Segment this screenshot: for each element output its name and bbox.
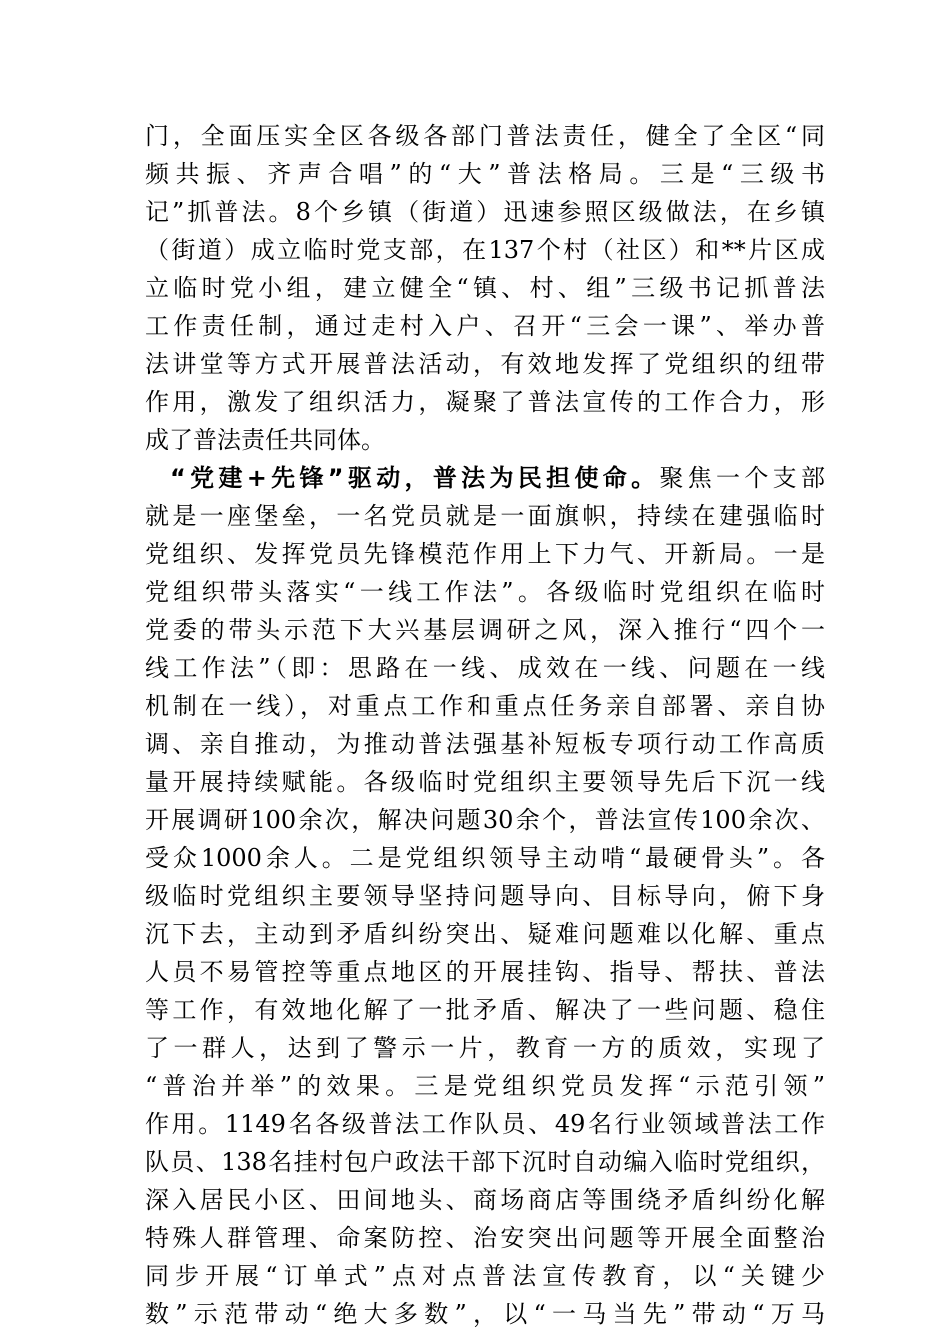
paragraph-2-line-8: 调、亲自推动，为推动普法强基补短板专项行动工作高质 (145, 730, 825, 758)
paragraph-1-line-9: 成了普法责任共同体。 (145, 426, 385, 454)
paragraph-2-line-20: 深入居民小区、田间地头、商场商店等围绕矛盾纠纷化解 (145, 1186, 825, 1214)
paragraph-2-line-15: 等工作，有效地化解了一批矛盾、解决了一些问题、稳住 (145, 996, 825, 1024)
paragraph-2-line-13: 沉下去，主动到矛盾纠纷突出、疑难问题难以化解、重点 (145, 920, 825, 948)
paragraph-1-line-5: 立临时党小组，建立健全“镇、村、组”三级书记抓普法 (145, 274, 825, 302)
paragraph-2-line-10: 开展调研100余次，解决问题30余个，普法宣传100余次、 (145, 806, 825, 834)
paragraph-2-line-3: 党组织、发挥党员先锋模范作用上下力气、开新局。一是 (145, 540, 825, 568)
paragraph-2-line-21: 特殊人群管理、命案防控、治安突出问题等开展全面整治 (145, 1224, 825, 1252)
paragraph-2-line-5: 党委的带头示范下大兴基层调研之风，深入推行“四个一 (145, 616, 825, 644)
paragraph-2-line-14: 人员不易管控等重点地区的开展挂钩、指导、帮扶、普法 (145, 958, 825, 986)
paragraph-1-line-3: 记”抓普法。8个乡镇（街道）迅速参照区级做法，在乡镇 (145, 198, 825, 226)
paragraph-1-line-2: 频共振、齐声合唱”的“大”普法格局。三是“三级书 (145, 160, 825, 188)
paragraph-2-line-17: “普治并举”的效果。三是党组织党员发挥“示范引领” (145, 1072, 825, 1100)
paragraph-2-line-11: 受众1000余人。二是党组织领导主动啃“最硬骨头”。各 (145, 844, 825, 872)
paragraph-2-first-line-rest: 聚焦一个支部 (659, 464, 826, 492)
paragraph-1-line-1: 门，全面压实全区各级各部门普法责任，健全了全区“同 (145, 122, 825, 150)
paragraph-2-line-22: 同步开展“订单式”点对点普法宣传教育，以“关键少 (145, 1262, 825, 1290)
paragraph-1-line-4: （街道）成立临时党支部，在137个村（社区）和**片区成 (145, 236, 825, 264)
paragraph-2-heading: “党建+先锋”驱动，普法为民担使命。 (170, 464, 660, 492)
paragraph-2-line-18: 作用。1149名各级普法工作队员、49名行业领域普法工作 (145, 1110, 825, 1138)
paragraph-2-line-9: 量开展持续赋能。各级临时党组织主要领导先后下沉一线 (145, 768, 825, 796)
paragraph-2-line-7: 机制在一线），对重点工作和重点任务亲自部署、亲自协 (145, 692, 825, 720)
paragraph-2-first-line (170, 460, 825, 496)
paragraph-2-line-6: 线工作法”（即：思路在一线、成效在一线、问题在一线 (145, 654, 825, 682)
paragraph-1-line-8: 作用，激发了组织活力，凝聚了普法宣传的工作合力，形 (145, 388, 825, 416)
paragraph-2-line-4: 党组织带头落实“一线工作法”。各级临时党组织在临时 (145, 578, 825, 606)
paragraph-2-line-23: 数”示范带动“绝大多数”，以“一马当先”带动“万马 (145, 1300, 825, 1328)
paragraph-1-line-7: 法讲堂等方式开展普法活动，有效地发挥了党组织的纽带 (145, 350, 825, 378)
paragraph-2-line-2: 就是一座堡垒，一名党员就是一面旗帜，持续在建强临时 (145, 502, 825, 530)
paragraph-1-line-6: 工作责任制，通过走村入户、召开“三会一课”、举办普 (145, 312, 825, 340)
paragraph-2-line-19: 队员、138名挂村包户政法干部下沉时自动编入临时党组织， (145, 1148, 825, 1176)
paragraph-2-line-12: 级临时党组织主要领导坚持问题导向、目标导向，俯下身 (145, 882, 825, 910)
paragraph-2-line-16: 了一群人，达到了警示一片，教育一方的质效，实现了 (145, 1034, 825, 1062)
